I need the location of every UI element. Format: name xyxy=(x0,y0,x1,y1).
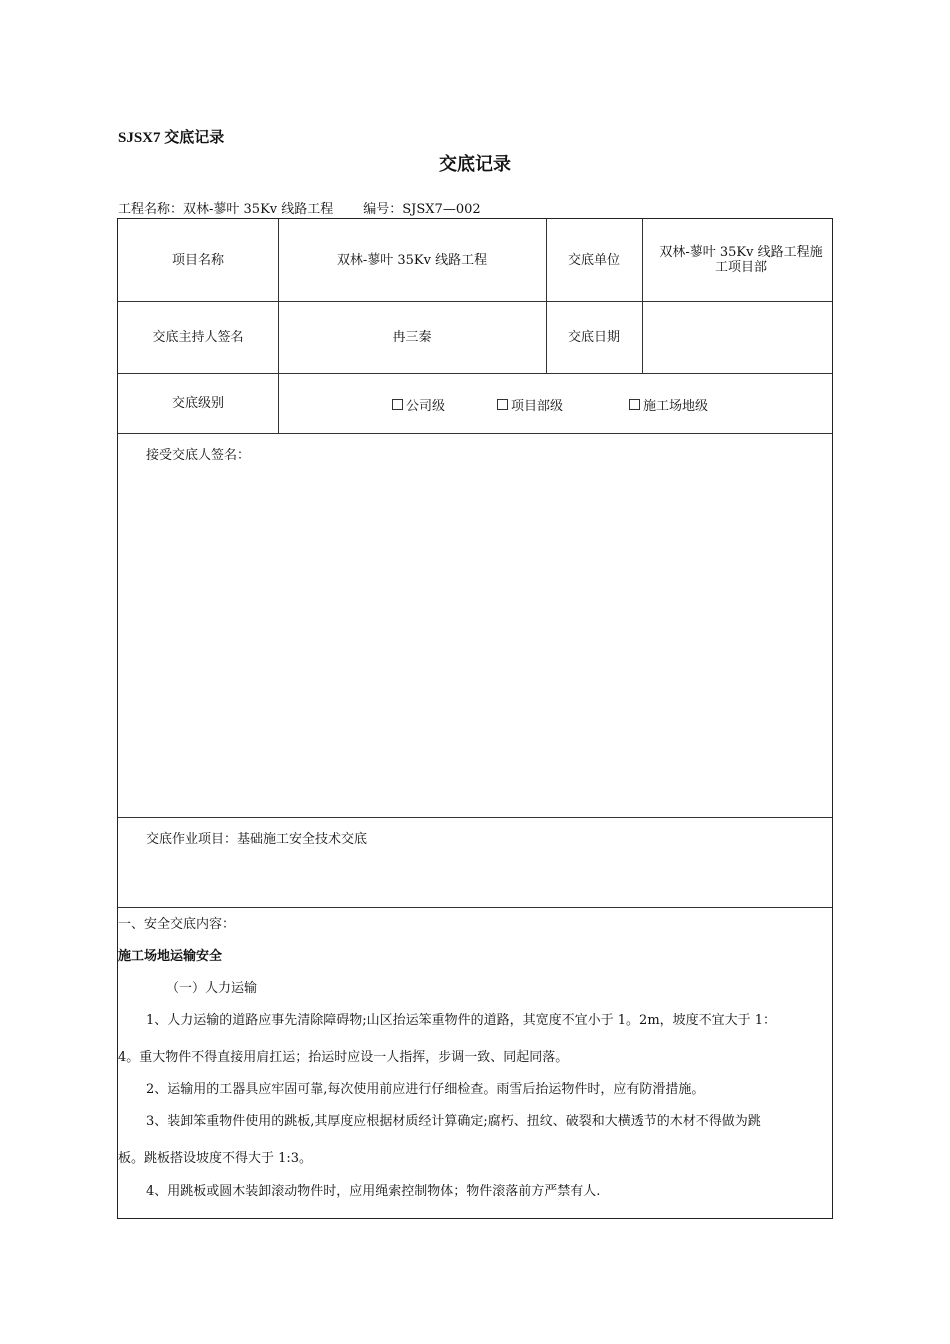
option-label: 项目部级 xyxy=(511,398,564,414)
meta-line xyxy=(118,198,481,217)
subsection-title: （一）人力运输 xyxy=(166,981,258,996)
content-heading: 一、安全交底内容： xyxy=(118,917,236,932)
project-name-value: 双林-蓼叶 35Kv 线路工程 xyxy=(336,252,488,268)
row-divider xyxy=(118,817,832,818)
paragraph-2: 2、运输用的工器具应牢固可靠,每次使用前应进行仔细检查。雨雪后抬运物件时，应有防滑措施。 xyxy=(146,1082,705,1097)
paragraph-3-line-2: 板。跳板搭设坡度不得大于 1:3。 xyxy=(118,1151,313,1166)
document-code: SJSX7 交底记录 xyxy=(118,130,225,146)
recipient-signature-label: 接受交底人签名： xyxy=(146,448,251,463)
option-project-dept-level[interactable] xyxy=(497,395,563,414)
host-signature-label: 交底主持人签名 xyxy=(152,329,244,345)
project-name-label: 工程名称：双林-蓼叶 35Kv 线路工程 xyxy=(118,202,334,217)
briefing-date-value[interactable] xyxy=(642,301,834,373)
paragraph-1-line-1: 1、人力运输的道路应事先清除障碍物;山区抬运笨重物件的道路，其宽度不宜小于 1。2m，坡度不宜大于 1： xyxy=(146,1013,777,1028)
briefing-unit-value: 双林-蓼叶 35Kv 线路工程施工项目部 xyxy=(659,245,823,275)
checkbox-icon[interactable] xyxy=(497,399,508,410)
work-item-label: 交底作业项目：基础施工安全技术交底 xyxy=(146,832,368,847)
section-title: 施工场地运输安全 xyxy=(118,949,223,964)
option-label: 施工场地级 xyxy=(643,398,709,414)
host-signature-value: 冉三秦 xyxy=(392,329,432,345)
briefing-unit-label: 交底单位 xyxy=(567,252,620,268)
checkbox-icon[interactable] xyxy=(392,399,403,410)
document-number-label: 编号：SJSX7—002 xyxy=(363,202,481,217)
page-title: 交底记录 xyxy=(439,154,511,175)
checkbox-icon[interactable] xyxy=(629,399,640,410)
row-divider xyxy=(118,907,832,908)
paragraph-1-line-2: 4。重大物件不得直接用肩扛运；抬运时应设一人指挥，步调一致、同起同落。 xyxy=(118,1050,569,1065)
option-label: 公司级 xyxy=(406,398,446,414)
briefing-level-options xyxy=(278,374,832,434)
option-site-level[interactable] xyxy=(629,395,708,414)
option-company-level[interactable] xyxy=(392,395,445,414)
briefing-date-label: 交底日期 xyxy=(567,329,620,345)
briefing-level-label: 交底级别 xyxy=(171,395,224,411)
paragraph-3-line-1: 3、装卸笨重物件使用的跳板,其厚度应根据材质经计算确定;腐朽、扭纹、破裂和大横透节的木材不得做为跳 xyxy=(146,1114,761,1129)
record-table xyxy=(117,218,833,1219)
project-name-label-cell: 项目名称 xyxy=(171,252,224,268)
paragraph-4: 4、用跳板或圆木装卸滚动物件时，应用绳索控制物体；物件滚落前方严禁有人. xyxy=(146,1184,601,1199)
